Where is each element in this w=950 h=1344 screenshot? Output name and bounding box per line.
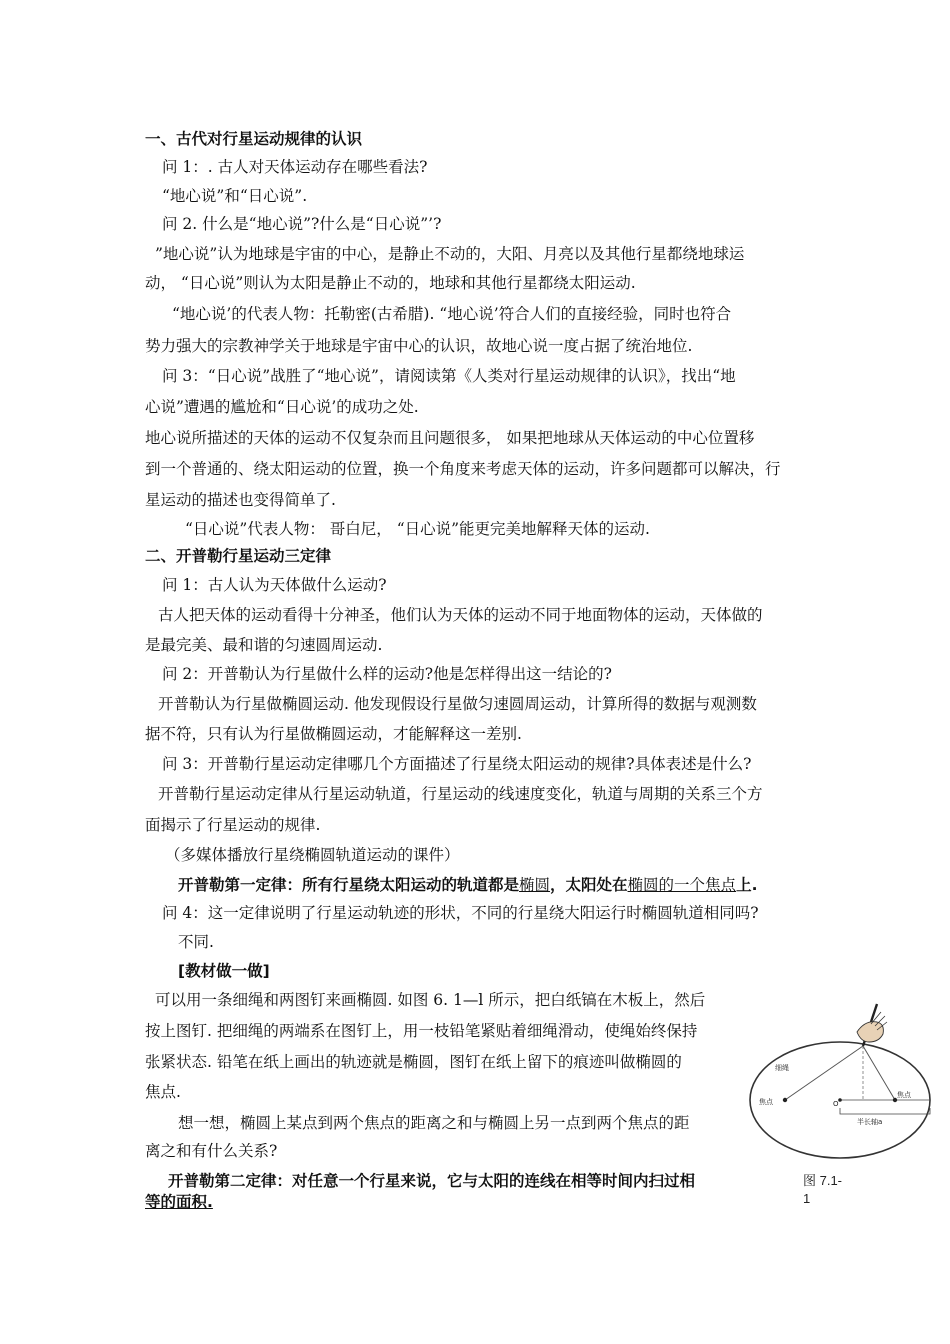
section2-heading: 二、开普勒行星运动三定律 <box>145 547 332 565</box>
label-focus-left: 焦点 <box>759 1098 773 1106</box>
section2-a4: 不同. <box>178 933 214 951</box>
kepler-second-law-line2: 等的面积. <box>145 1193 213 1211</box>
section2-q1: 问 1：古人认为天体做什么运动? <box>162 576 387 594</box>
kepler-second-law-line1: 开普勒第二定律：对任意一个行星来说，它与太阳的连线在相等时间内扫过相 <box>168 1172 696 1190</box>
section2-a2-line1: 开普勒认为行星做椭圆运动. 他发现假设行星做匀速圆周运动，计算所得的数据与观测数 <box>158 695 757 713</box>
figure-caption-line2: 1 <box>803 1191 811 1206</box>
section2-a1-line1: 古人把天体的运动看得十分神圣，他们认为天体的运动不同于地面物体的运动，天体做的 <box>158 606 763 624</box>
section1-q3-line1: 问 3：“日心说”战胜了“地心说”，请阅读第《人类对行星运动规律的认识》，找出“地 <box>162 367 736 385</box>
section1-a3-line3: 星运动的描述也变得简单了. <box>145 491 336 509</box>
figure-caption <box>803 1172 842 1208</box>
figure-caption-line1: 图 7.1- <box>803 1173 843 1188</box>
activity-line3: 张紧状态. 铅笔在纸上画出的轨迹就是椭圆，图钉在纸上留下的痕迹叫做椭圆的 <box>145 1053 682 1071</box>
law1-text-a: 开普勒第一定律：所有行星绕太阳运动的轨道都是 <box>178 876 520 894</box>
section1-a2-line2: 动， “日心说”则认为太阳是静止不动的，地球和其他行星都绕太阳运动. <box>145 274 636 292</box>
section1-q3-line2: 心说”遭遇的尴尬和“日心说’的成功之处. <box>145 398 419 416</box>
think-line2: 离之和有什么关系? <box>145 1142 278 1160</box>
law1-text-focus: 椭圆的一个焦点 <box>627 876 737 894</box>
activity-line1: 可以用一条细绳和两图钉来画椭圆. 如图 6. 1—l 所示，把白纸镐在木板上，然后 <box>155 991 706 1009</box>
section2-note: （多媒体播放行星绕椭圆轨道运动的课件） <box>165 846 460 864</box>
section1-q1: 问 1：. 古人对天体运动存在哪些看法? <box>162 158 428 176</box>
kepler-first-law <box>178 875 757 895</box>
label-rope: 细绳 <box>775 1064 789 1072</box>
activity-line2: 按上图钉. 把细绳的两端系在图钉上，用一枝铅笔紧贴着细绳滑动，使绳始终保持 <box>145 1022 698 1040</box>
section2-a3-line2: 面揭示了行星运动的规律. <box>145 816 321 834</box>
section1-a3-line1: 地心说所描述的天体的运动不仅复杂而且问题很多， 如果把地球从天体运动的中心位置移 <box>145 429 755 447</box>
law1-text-c: ，太阳处在 <box>550 876 628 894</box>
section2-a1-line2: 是最完美、最和谐的匀速圆周运动. <box>145 636 383 654</box>
section1-p2: “日心说”代表人物： 哥白尼， “日心说”能更完美地解释天体的运动. <box>185 520 650 538</box>
section1-q2: 问 2. 什么是“地心说”?什么是“日心说”’? <box>162 215 442 233</box>
section2-q2: 问 2：开普勒认为行星做什么样的运动?他是怎样得出这一结论的? <box>162 665 612 683</box>
section2-a2-line2: 据不符，只有认为行星做椭圆运动，才能解释这一差别. <box>145 725 522 743</box>
think-line1: 想一想，椭圆上某点到两个焦点的距离之和与椭圆上另一点到两个焦点的距 <box>178 1114 690 1132</box>
label-focus-right: 焦点 <box>897 1091 911 1099</box>
center-dot <box>838 1098 842 1102</box>
section1-heading: 一、古代对行星运动规律的认识 <box>145 130 363 148</box>
section1-p1-line2: 势力强大的宗教神学关于地球是宇宙中心的认识，故地心说一度占据了统治地位. <box>145 337 693 355</box>
left-pin-dot <box>783 1098 787 1102</box>
activity-title: [教材做一做] <box>178 962 270 980</box>
section1-a1: “地心说”和“日心说”. <box>162 187 308 205</box>
section2-q4: 问 4：这一定律说明了行星运动轨迹的形状，不同的行星绕大阳运行时椭圆轨道相同吗? <box>162 904 759 922</box>
law1-text-ellipse: 椭圆 <box>519 876 551 894</box>
law1-text-e: 上. <box>736 876 758 894</box>
section1-a3-line2: 到一个普通的、绕太阳运动的位置，换一个角度来考虑天体的运动，许多问题都可以解决，行 <box>145 460 781 478</box>
section1-a2-line1: ”地心说”认为地球是宇宙的中心，是静止不动的，大阳、月亮以及其他行星都绕地球运 <box>155 245 745 263</box>
label-center: O <box>833 1100 839 1108</box>
label-semi-major-axis: 半长轴a <box>857 1118 883 1126</box>
section1-p1-line1: “地心说’的代表人物：托勒密(古希腊). “地心说’符合人们的直接经验，同时也符合 <box>172 305 732 323</box>
section2-a3-line1: 开普勒行星运动定律从行星运动轨道，行星运动的线速度变化，轨道与周期的关系三个方 <box>158 785 763 803</box>
figure-background <box>745 1000 935 1165</box>
ellipse-drawing-figure <box>745 1000 935 1165</box>
activity-line4: 焦点. <box>145 1083 181 1101</box>
section2-q3: 问 3：开普勒行星运动定律哪几个方面描述了行星绕太阳运动的规律?具体表述是什么? <box>162 755 752 773</box>
